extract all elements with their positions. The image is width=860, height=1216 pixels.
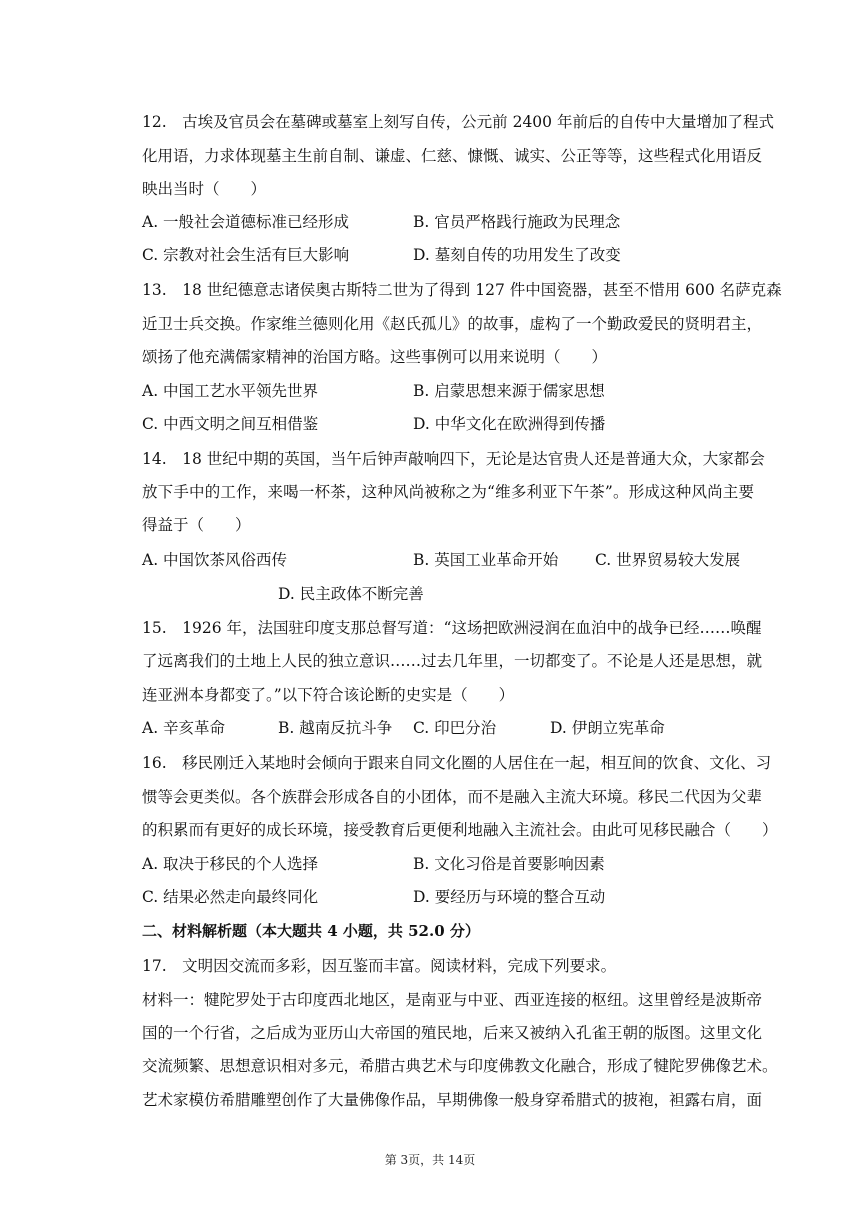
question-13-option-a: A. 中国工艺水平领先世界 [142,382,319,400]
question-14-option-a: A. 中国饮茶风俗西传 [142,551,288,569]
question-13-option-c: C. 中西文明之间互相借鉴 [142,415,319,433]
question-14-text-line-2: 放下手中的工作，来喝一杯茶，这种风尚被称之为“维多利亚下午茶”。形成这种风尚主要 [142,483,754,501]
question-14-option-d: D. 民主政体不断完善 [278,585,424,603]
question-14-text-line-3: 得益于（ ） [142,516,251,534]
question-15-text-line-1: 15. 1926 年，法国驻印度支那总督写道：“这场把欧洲浸润在血泊中的战争已经……唤醒 [142,619,762,637]
question-16-option-c: C. 结果必然走向最终同化 [142,888,319,906]
question-16-text-line-2: 惯等会更类似。各个族群会形成各自的小团体，而不是融入主流大环境。移民二代因为父辈 [142,788,763,806]
question-16-text-line-3: 的积累而有更好的成长环境，接受教育后更便利地融入主流社会。由此可见移民融合（ ） [142,821,778,839]
question-13-option-d: D. 中华文化在欧洲得到传播 [413,415,606,433]
question-12-option-b: B. 官员严格践行施政为民理念 [413,213,621,231]
question-12-option-c: C. 宗教对社会生活有巨大影响 [142,246,350,264]
page-number: 第 3页，共 14页 [384,1153,476,1167]
question-16-option-d: D. 要经历与环境的整合互动 [413,888,606,906]
question-17-material-line-2: 国的一个行省，之后成为亚历山大帝国的殖民地，后来又被纳入孔雀王朝的版图。这里文化 [142,1024,763,1042]
question-14-option-b: B. 英国工业革命开始 [413,551,559,569]
question-14-option-c: C. 世界贸易较大发展 [595,551,741,569]
question-13-text-line-1: 13. 18 世纪德意志诸侯奥古斯特二世为了得到 127 件中国瓷器，甚至不惜用 600 名萨克森 [142,281,782,299]
section-heading: 二、材料解析题（本大题共 4 小题，共 52.0 分） [142,922,480,940]
question-17-material-line-3: 交流频繁、思想意识相对多元，希腊古典艺术与印度佛教文化融合，形成了犍陀罗佛像艺术。 [142,1057,778,1075]
question-13-text-line-2: 近卫士兵交换。作家维兰德则化用《赵氏孤儿》的故事，虚构了一个勤政爱民的贤明君主， [142,315,763,333]
question-17-material-line-4: 艺术家模仿希腊雕塑创作了大量佛像作品，早期佛像一般身穿希腊式的披袍，袒露右肩，面 [142,1091,763,1109]
question-16-text-line-1: 16. 移民刚迁入某地时会倾向于跟来自同文化圈的人居住在一起，相互间的饮食、文化、习 [142,754,772,772]
question-17-prompt: 17. 文明因交流而多彩，因互鉴而丰富。阅读材料，完成下列要求。 [142,957,617,975]
question-12-text-line-3: 映出当时（ ） [142,180,267,198]
question-15-text-line-3: 连亚洲本身都变了。”以下符合该论断的史实是（ ） [142,686,515,704]
question-14-text-line-1: 14. 18 世纪中期的英国，当午后钟声敲响四下，无论是达官贵人还是普通大众，大家都会 [142,450,765,468]
question-12-text-line-2: 化用语，力求体现墓主生前自制、谦虚、仁慈、慷慨、诚实、公正等等，这些程式化用语反 [142,147,763,165]
question-15-option-a: A. 辛亥革命 [142,719,226,737]
question-12-text-line-1: 12. 古埃及官员会在墓碑或墓室上刻写自传，公元前 2400 年前后的自传中大量增加了程式 [142,113,774,131]
question-15-option-b: B. 越南反抗斗争 [278,719,393,737]
question-12-option-a: A. 一般社会道德标准已经形成 [142,213,350,231]
question-15-option-d: D. 伊朗立宪革命 [550,719,665,737]
question-16-option-a: A. 取决于移民的个人选择 [142,855,319,873]
question-15-option-c: C. 印巴分治 [413,719,497,737]
question-15-text-line-2: 了远离我们的土地上人民的独立意识……过去几年里，一切都变了。不论是人还是思想，就 [142,652,763,670]
question-16-option-b: B. 文化习俗是首要影响因素 [413,855,605,873]
question-12-option-d: D. 墓刻自传的功用发生了改变 [413,246,621,264]
question-13-text-line-3: 颂扬了他充满儒家精神的治国方略。这些事例可以用来说明（ ） [142,348,608,366]
question-13-option-b: B. 启蒙思想来源于儒家思想 [413,382,605,400]
question-17-material-line-1: 材料一：犍陀罗处于古印度西北地区，是南亚与中亚、西亚连接的枢纽。这里曾经是波斯帝 [142,991,763,1009]
